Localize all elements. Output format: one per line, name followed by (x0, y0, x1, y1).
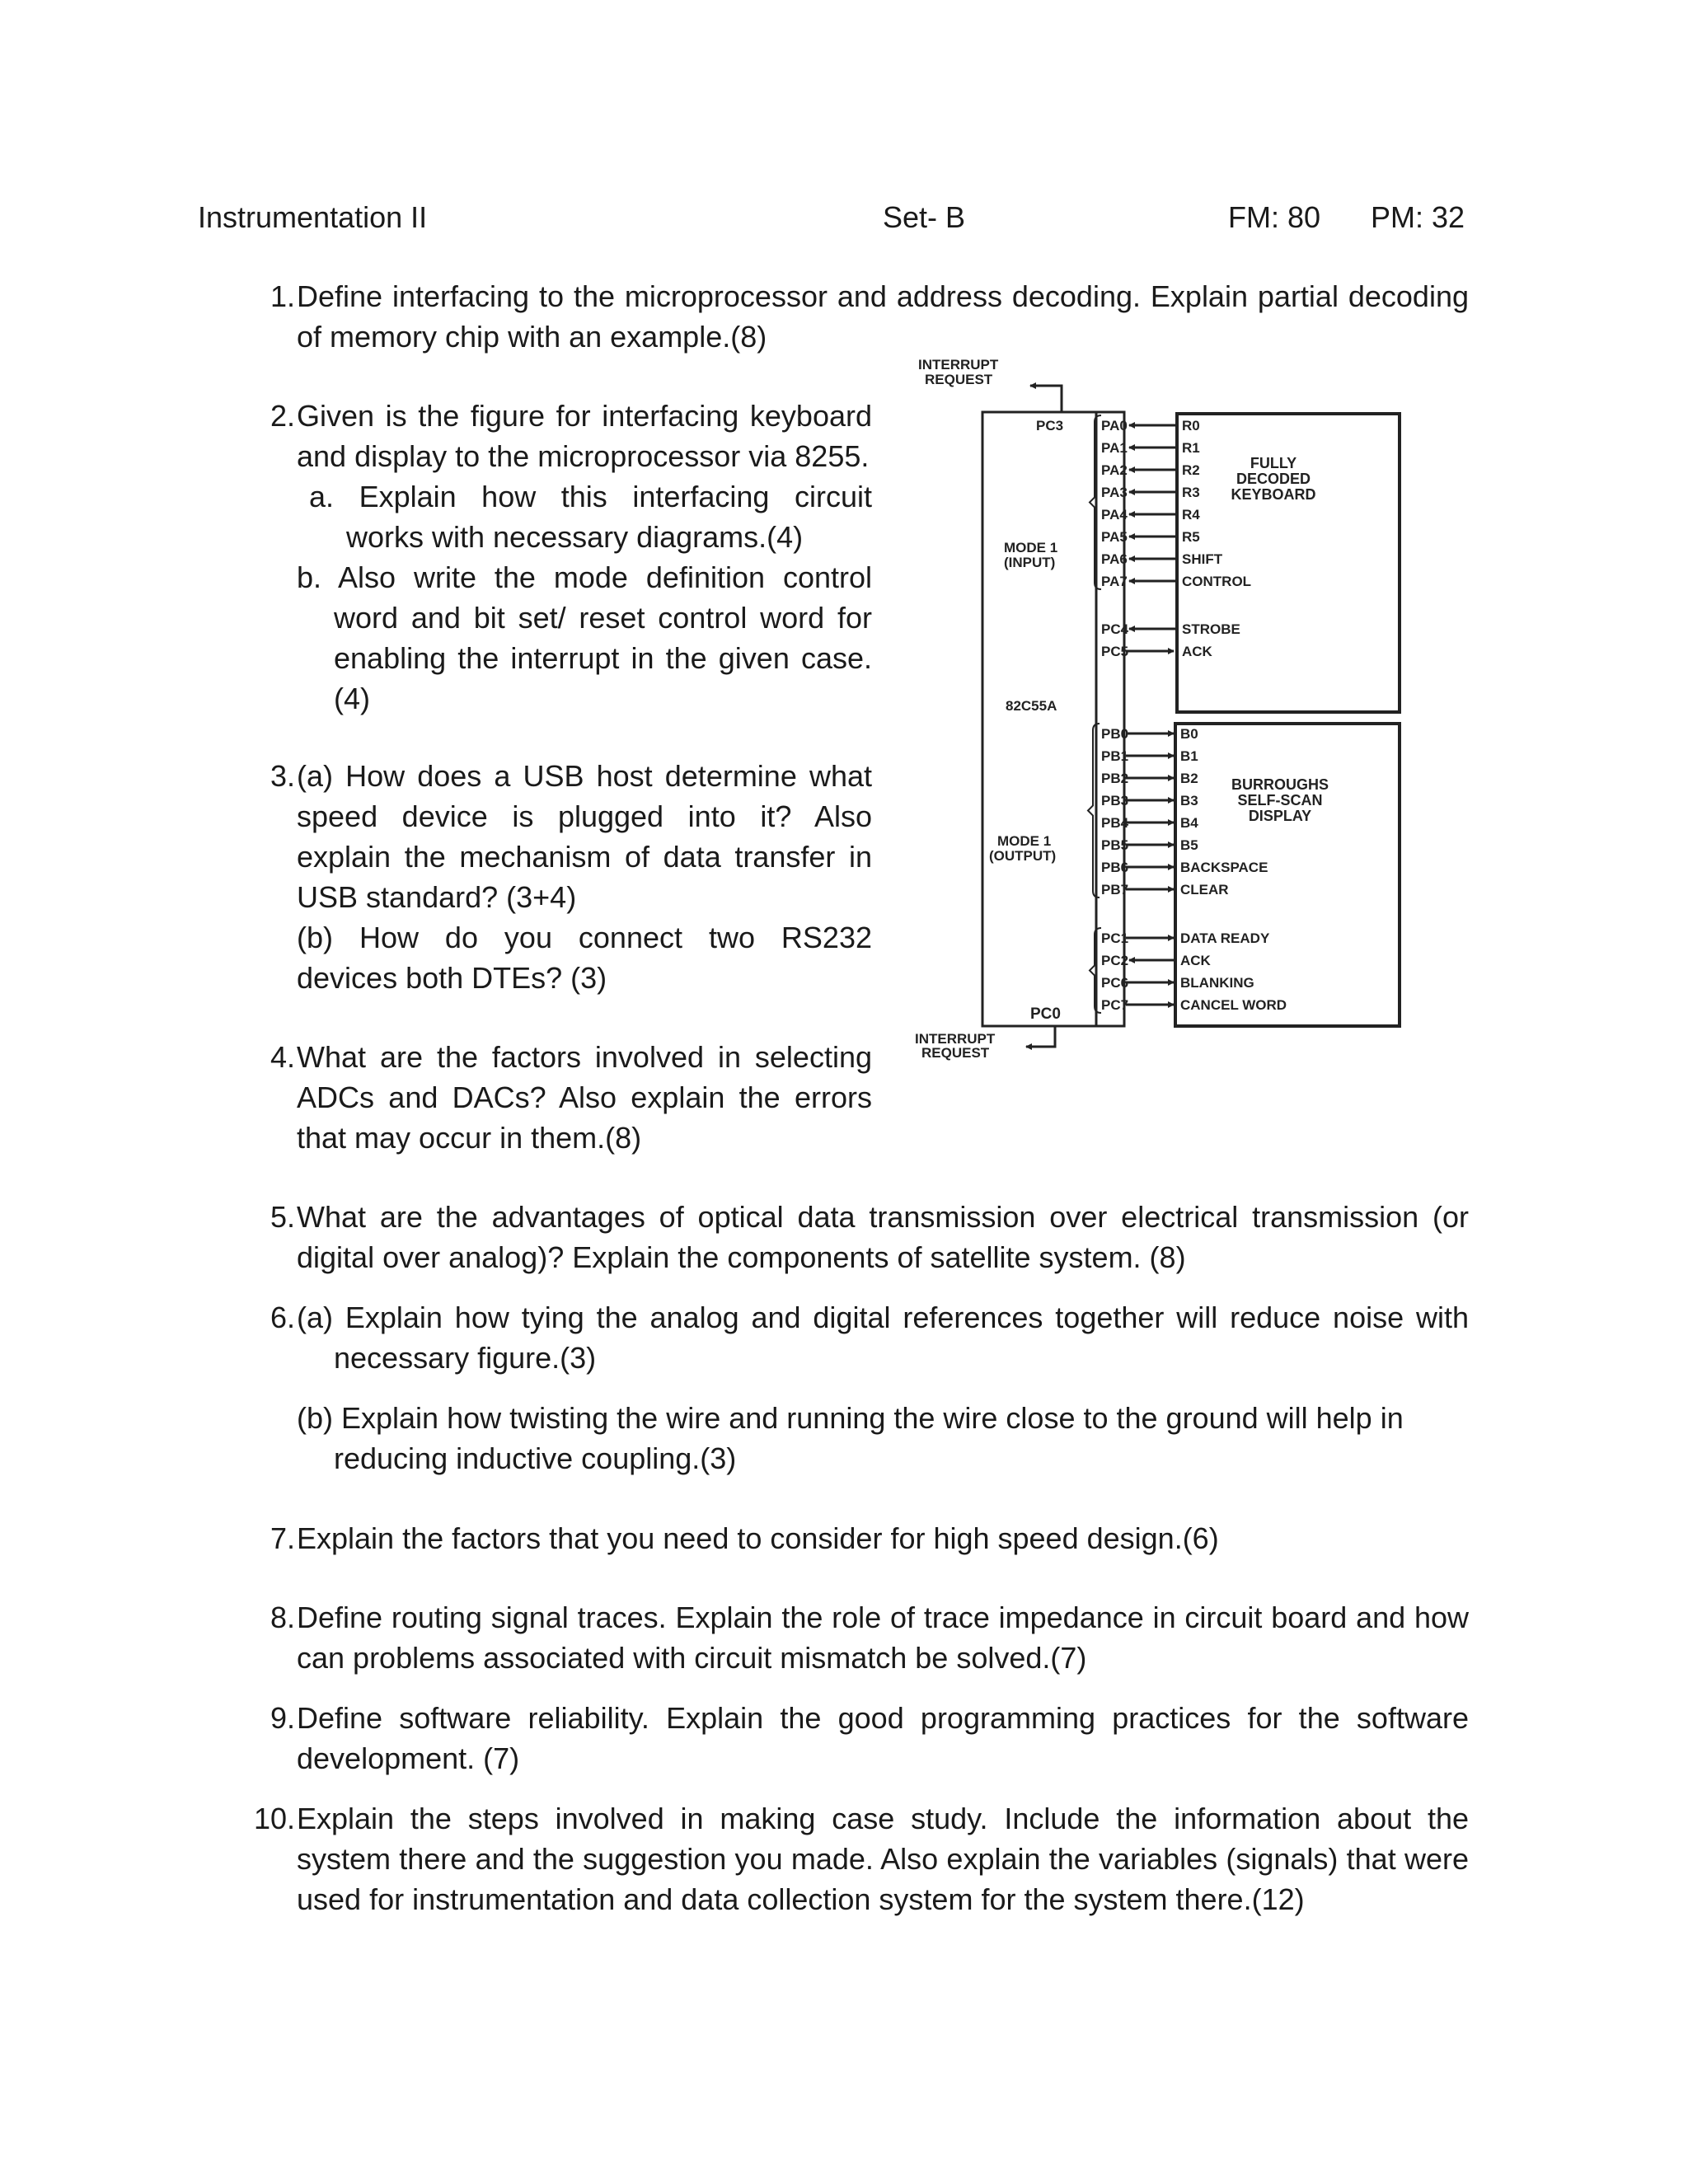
keyboard-signal-label: CONTROL (1182, 574, 1252, 589)
question-part-b: b. Also write the mode definition control word and bit set/ reset control word for enabling the interrupt in the given case.(4) (297, 560, 872, 715)
question-8 (244, 1597, 1469, 1678)
display-title-1: BURROUGHS (1231, 776, 1329, 793)
display-ctrl-label: ACK (1180, 953, 1211, 968)
port-a-pin-label: PA4 (1101, 507, 1128, 523)
question-text: Explain the steps involved in making case study. Include the information about the system there and the suggestion you made. Also explain the variables (signals) that were used for instrumentation and data collection system for the system there.(12) (297, 1802, 1469, 1916)
question-text: What are the advantages of optical data transmission over electrical transmission (or digital over analog)? Explain the components of satellite system. (8) (297, 1200, 1469, 1274)
diagram-signals (1088, 415, 1287, 1013)
interrupt-bottom-label-2: REQUEST (921, 1045, 990, 1061)
port-b-pin-label: PB3 (1101, 793, 1129, 808)
question-text: Explain the factors that you need to consider for high speed design.(6) (297, 1521, 1219, 1555)
question-number: 4. (270, 1040, 295, 1074)
question-7 (244, 1518, 1469, 1558)
interrupt-top-label-2: REQUEST (925, 372, 993, 387)
port-a-pin-label: PA2 (1101, 462, 1128, 478)
keyboard-ctrl-label: ACK (1182, 644, 1212, 659)
question-number: 6. (270, 1301, 295, 1334)
keyboard-signal-label: R3 (1182, 485, 1200, 500)
question-10 (244, 1798, 1469, 1919)
interrupt-top-label-1: INTERRUPT (918, 357, 999, 373)
pc3-label: PC3 (1036, 418, 1064, 434)
keyboard-signal-label: R4 (1182, 507, 1200, 523)
keyboard-signal-label: R5 (1182, 529, 1200, 545)
question-number: 3. (270, 759, 295, 793)
display-signal-label: B4 (1180, 815, 1198, 831)
port-a-pin-label: PA3 (1101, 485, 1128, 500)
port-a-pin-label: PA5 (1101, 529, 1128, 545)
port-b-pin-label: PB1 (1101, 748, 1129, 764)
question-number: 2. (270, 399, 295, 433)
display-ctrl-label: DATA READY (1180, 930, 1270, 946)
header-pass-marks: PM: 32 (1371, 200, 1465, 234)
display-title-2: SELF-SCAN (1237, 792, 1323, 808)
header-set: Set- B (883, 200, 966, 234)
question-number: 5. (270, 1200, 295, 1234)
keyboard-signal-label: R1 (1182, 440, 1200, 456)
port-b-ctrl-pin-label: PC2 (1101, 953, 1129, 968)
port-a-pin-label: PA1 (1101, 440, 1128, 456)
question-part-b: (b) How do you connect two RS232 devices both DTEs? (3) (297, 921, 872, 995)
keyboard-title-1: FULLY (1250, 455, 1297, 471)
port-a-ctrl-pin-label: PC4 (1101, 621, 1129, 637)
display-signal-label: B3 (1180, 793, 1198, 808)
question-text: What are the factors involved in selecting ADCs and DACs? Also explain the errors that may occur in them.(8) (297, 1040, 872, 1155)
display-signal-label: B1 (1180, 748, 1198, 764)
question-text: Define software reliability. Explain the good programming practices for the software development. (7) (297, 1701, 1469, 1775)
port-b-pin-label: PB6 (1101, 860, 1129, 875)
display-signal-label: CLEAR (1180, 882, 1229, 898)
question-9 (244, 1698, 1469, 1779)
keyboard-display-interface-diagram (907, 354, 1426, 1080)
question-part-a: (a) Explain how tying the analog and digital references together will reduce noise with necessary figure.(3) (297, 1301, 1469, 1375)
chip-label: 82C55A (1006, 698, 1057, 714)
display-ctrl-label: BLANKING (1180, 975, 1254, 991)
port-b-pin-label: PB0 (1101, 726, 1129, 742)
question-number: 1. (270, 279, 295, 313)
question-6 (244, 1297, 1469, 1479)
pc0-label: PC0 (1030, 1005, 1061, 1023)
port-a-pin-label: PA6 (1101, 551, 1128, 567)
question-2 (244, 396, 872, 719)
keyboard-signal-label: R2 (1182, 462, 1200, 478)
question-text: Given is the figure for interfacing keyboard and display to the microprocessor via 8255. (297, 399, 872, 473)
port-b-pin-label: PB5 (1101, 837, 1129, 853)
mode-input-label-2: (INPUT) (1004, 555, 1056, 570)
display-title-3: DISPLAY (1248, 808, 1312, 824)
port-a-pin-label: PA0 (1101, 418, 1128, 434)
question-number: 7. (270, 1521, 295, 1555)
question-number: 9. (270, 1701, 295, 1735)
keyboard-signal-label: R0 (1182, 418, 1200, 434)
interrupt-top-line (1030, 386, 1062, 412)
question-number: 10. (253, 1802, 295, 1835)
port-b-pin-label: PB4 (1101, 815, 1129, 831)
header-full-marks: FM: 80 (1228, 200, 1321, 234)
question-3 (244, 756, 872, 998)
mode-input-label-1: MODE 1 (1004, 540, 1058, 555)
port-b-pin-label: PB2 (1101, 771, 1129, 786)
display-ctrl-label: CANCEL WORD (1180, 997, 1287, 1013)
question-4 (244, 1037, 872, 1158)
port-b-ctrl-pin-label: PC7 (1101, 997, 1129, 1013)
interrupt-bottom-line (1026, 1026, 1055, 1047)
port-b-brace (1088, 724, 1100, 898)
question-part-b: (b) Explain how twisting the wire and running the wire close to the ground will help in reducing inductive coupling.(3) (297, 1401, 1404, 1475)
display-signal-label: B5 (1180, 837, 1198, 853)
display-signal-label: B0 (1180, 726, 1198, 742)
question-5 (244, 1197, 1469, 1277)
interrupt-bottom-label-1: INTERRUPT (915, 1031, 996, 1047)
port-b-ctrl-pin-label: PC6 (1101, 975, 1129, 991)
keyboard-ctrl-label: STROBE (1182, 621, 1240, 637)
question-part-a: a. Explain how this interfacing circuit works with necessary diagrams.(4) (309, 480, 872, 554)
display-signal-label: BACKSPACE (1180, 860, 1268, 875)
port-a-pin-label: PA7 (1101, 574, 1128, 589)
question-1 (244, 276, 1469, 357)
keyboard-title-3: KEYBOARD (1231, 486, 1316, 503)
port-b-ctrl-pin-label: PC1 (1101, 930, 1129, 946)
keyboard-signal-label: SHIFT (1182, 551, 1223, 567)
mode-output-label-2: (OUTPUT) (989, 848, 1057, 864)
mode-output-label-1: MODE 1 (997, 833, 1052, 849)
header-subject: Instrumentation II (198, 200, 428, 234)
display-signal-label: B2 (1180, 771, 1198, 786)
keyboard-title-2: DECODED (1236, 471, 1311, 487)
question-text: Define routing signal traces. Explain the role of trace impedance in circuit board and how can problems associated with circuit mismatch be solved.(7) (297, 1601, 1469, 1675)
question-part-a: (a) How does a USB host determine what speed device is plugged into it? Also explain the mechanism of data transfer in USB standard? (3+4) (297, 759, 872, 914)
port-a-ctrl-pin-label: PC5 (1101, 644, 1129, 659)
question-number: 8. (270, 1601, 295, 1634)
port-b-pin-label: PB7 (1101, 882, 1129, 898)
question-text: Define interfacing to the microprocessor and address decoding. Explain partial decoding of memory chip with an example.(8) (297, 279, 1469, 354)
